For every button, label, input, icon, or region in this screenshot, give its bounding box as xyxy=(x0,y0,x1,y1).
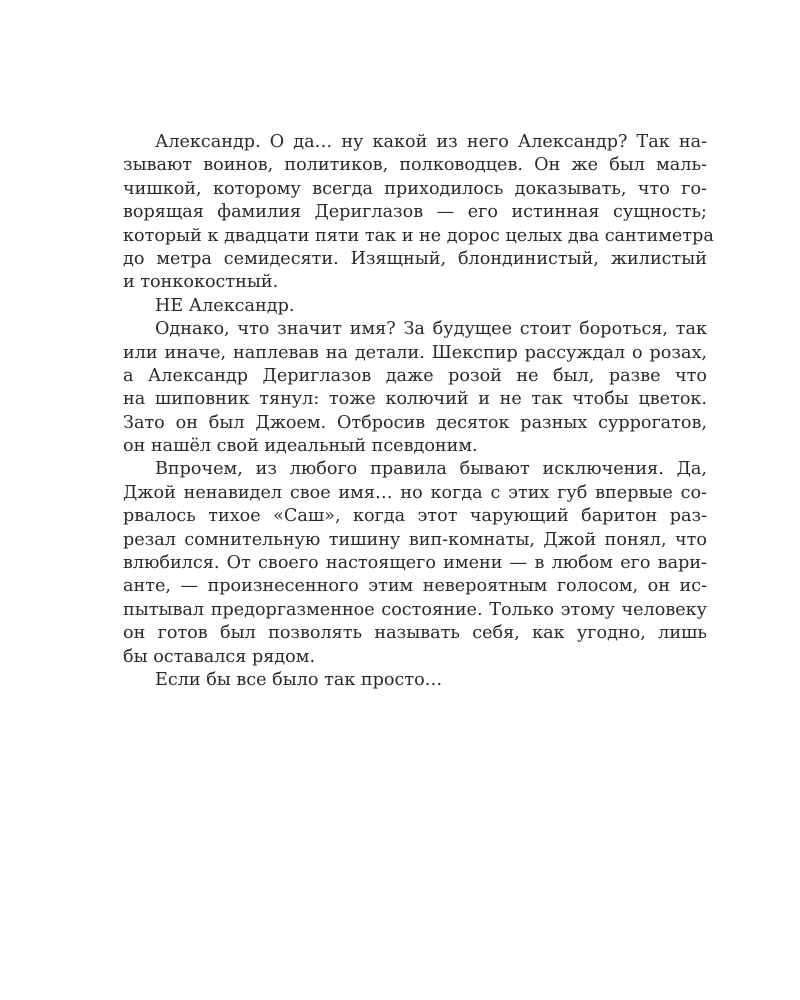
paragraph-4 xyxy=(123,458,707,669)
text-line: НЕ Александр. xyxy=(155,295,295,316)
text-line: анте, — произнесенного этим невероятным голосом, он ис- xyxy=(123,576,707,597)
text-line: чишкой, которому всегда приходилось доказывать, что го- xyxy=(123,178,707,199)
text-line: резал сомнительную тишину вип-комнаты, Джой понял, что xyxy=(123,529,707,550)
text-line: Впрочем, из любого правила бывают исключения. Да, xyxy=(155,459,707,480)
text-line: Если бы все было так просто… xyxy=(155,669,443,690)
text-line: на шиповник тянул: тоже колючий и не так чтобы цветок. xyxy=(123,389,707,410)
text-line: Александр. О да… ну какой из него Александр? Так на- xyxy=(155,132,707,152)
text-line: который к двадцати пяти так и не дорос целых два сантиметра xyxy=(123,225,714,246)
paragraph-2 xyxy=(123,295,707,318)
text-line: или иначе, наплевав на детали. Шекспир рассуждал о розах, xyxy=(123,342,707,363)
paragraph-5 xyxy=(123,669,707,692)
paragraph-1 xyxy=(123,131,714,295)
text-line: Зато он был Джоем. Отбросив десяток разных суррогатов, xyxy=(123,412,707,433)
text-line: он нашёл свой идеальный псевдоним. xyxy=(123,436,478,457)
text-line: рвалось тихое «Саш», когда этот чарующий баритон раз- xyxy=(123,506,707,527)
text-line: а Александр Дериглазов даже розой не был, разве что xyxy=(123,365,707,386)
text-line: он готов был позволять называть себя, как угодно, лишь xyxy=(123,623,707,644)
paragraph-3 xyxy=(123,318,707,458)
text-line: Однако, что значит имя? За будущее стоит бороться, так xyxy=(155,319,707,340)
text-line: до метра семидесяти. Изящный, блондинистый, жилистый xyxy=(123,248,707,269)
book-page-text xyxy=(123,131,714,692)
text-line: влюбился. От своего настоящего имени — в любом его вари- xyxy=(123,553,707,574)
text-line: зывают воинов, политиков, полководцев. Он же был маль- xyxy=(123,155,707,176)
text-line: Джой ненавидел свое имя… но когда с этих губ впервые со- xyxy=(123,482,707,503)
text-line: и тонкокостный. xyxy=(123,272,279,293)
text-line: ворящая фамилия Дериглазов — его истинная сущность; xyxy=(123,202,707,223)
text-line: бы оставался рядом. xyxy=(123,646,316,667)
text-line: пытывал предоргазменное состояние. Только этому человеку xyxy=(123,599,707,620)
